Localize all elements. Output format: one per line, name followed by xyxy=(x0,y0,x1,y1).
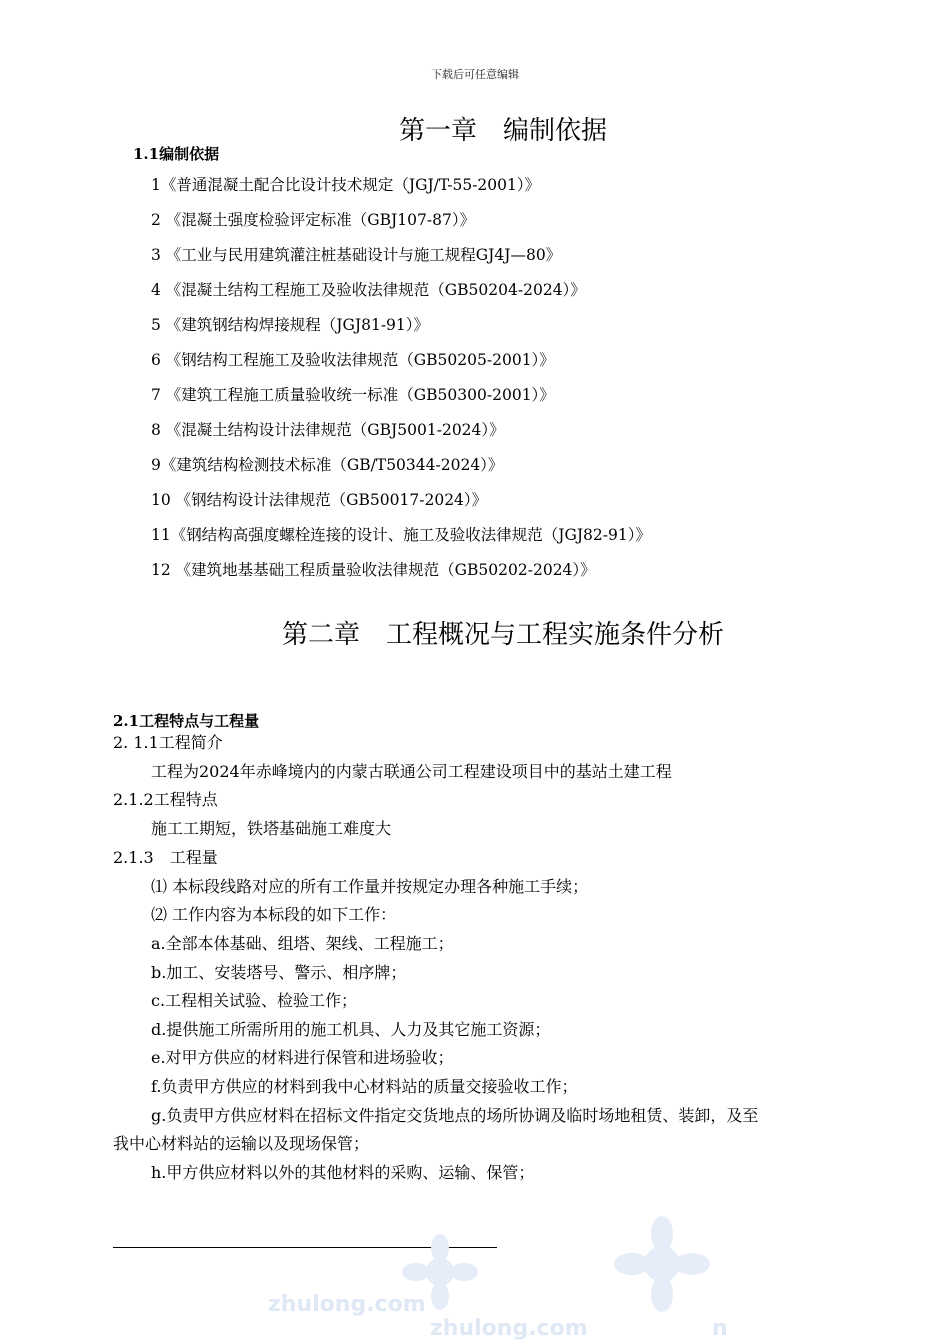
reference-item: 9《建筑结构检测技术标准（GB/T50344-2024）》 xyxy=(151,456,504,474)
work-item: ⑵ 工作内容为本标段的如下工作： xyxy=(151,905,397,924)
reference-item: 6 《钢结构工程施工及验收法律规范（GB50205-2001）》 xyxy=(151,351,555,369)
work-item: g.负责甲方供应材料在招标文件指定交货地点的场所协调及临时场地租赁、装卸，及至 xyxy=(151,1106,759,1125)
watermark-text: zhulong.com xyxy=(430,1316,588,1341)
work-item: h.甲方供应材料以外的其他材料的采购、运输、保管； xyxy=(151,1163,535,1182)
subsection-title: 2.1.2工程特点 xyxy=(113,790,218,809)
watermark-logo-icon xyxy=(612,1214,712,1314)
work-item: d.提供施工所需所用的施工机具、人力及其它施工资源； xyxy=(151,1020,551,1039)
reference-item: 3 《工业与民用建筑灌注桩基础设计与施工规程GJ4J—80》 xyxy=(151,246,562,264)
watermark-text: n xyxy=(712,1316,728,1341)
reference-item: 2 《混凝土强度检验评定标准（GBJ107-87）》 xyxy=(151,211,476,229)
subsection-title: 2. 1.1工程简介 xyxy=(113,733,223,752)
subsection-text: 工程为2024年赤峰境内的内蒙古联通公司工程建设项目中的基站土建工程 xyxy=(151,762,672,781)
work-item: a.全部本体基础、组塔、架线、工程施工； xyxy=(151,934,454,953)
work-item: b.加工、安装塔号、警示、相序牌； xyxy=(151,963,407,982)
reference-item: 11《钢结构高强度螺栓连接的设计、施工及验收法律规范（JGJ82-91）》 xyxy=(151,526,651,544)
chapter2-title: 第二章 工程概况与工程实施条件分析 xyxy=(281,620,724,650)
section-2-1-title: 2.1工程特点与工程量 xyxy=(113,712,260,730)
reference-item: 8 《混凝土结构设计法律规范（GBJ5001-2024）》 xyxy=(151,421,505,439)
reference-item: 4 《混凝土结构工程施工及验收法律规范（GB50204-2024）》 xyxy=(151,281,586,299)
subsection-title: 2.1.3 工程量 xyxy=(113,848,218,867)
watermark-text: zhulong.com xyxy=(268,1292,426,1317)
work-item: e.对甲方供应的材料进行保管和进场验收； xyxy=(151,1048,454,1067)
reference-item: 7 《建筑工程施工质量验收统一标准（GB50300-2001）》 xyxy=(151,386,555,404)
chapter1-title: 第一章 编制依据 xyxy=(398,116,607,146)
reference-item: 1《普通混凝土配合比设计技术规定（JGJ/T-55-2001）》 xyxy=(151,176,541,194)
subsection-text: 施工工期短，铁塔基础施工难度大 xyxy=(151,819,392,838)
header-note: 下载后可任意编辑 xyxy=(431,68,519,81)
reference-item: 5 《建筑钢结构焊接规程（JGJ81-91）》 xyxy=(151,316,430,334)
work-item: c.工程相关试验、检验工作； xyxy=(151,991,358,1010)
work-item: ⑴ 本标段线路对应的所有工作量并按规定办理各种施工手续； xyxy=(151,877,589,896)
section-1-1-title: 1.1编制依据 xyxy=(133,145,220,163)
reference-item: 10 《钢结构设计法律规范（GB50017-2024）》 xyxy=(151,491,488,509)
work-item-continuation: 我中心材料站的运输以及现场保管； xyxy=(113,1134,370,1153)
work-item: f.负责甲方供应的材料到我中心材料站的质量交接验收工作； xyxy=(151,1077,578,1096)
reference-item: 12 《建筑地基基础工程质量验收法律规范（GB50202-2024）》 xyxy=(151,561,596,579)
